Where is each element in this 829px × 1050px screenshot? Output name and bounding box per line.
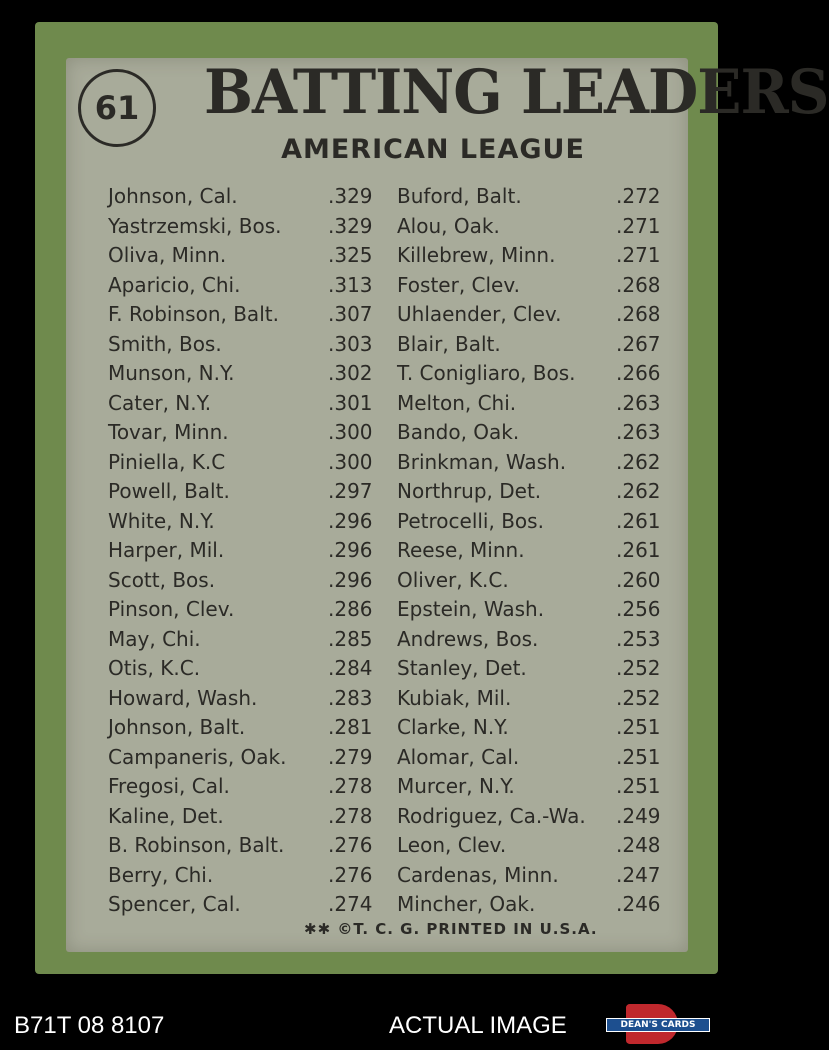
logo-text: DEAN'S CARDS [606,1018,710,1032]
player-name: Reese, Minn. [397,538,525,562]
player-name: White, N.Y. [108,508,215,533]
batting-average: .281 [328,715,373,739]
batting-average: .301 [328,390,373,415]
table-row [0,774,735,804]
card-title: BATTING LEADERS [204,56,829,128]
batting-average: .302 [328,361,373,385]
player-name: Yastrzemski, Bos. [108,213,282,238]
player-name: Powell, Balt. [108,479,230,503]
batting-average: .268 [616,302,661,326]
batting-average: .271 [616,213,661,238]
player-name: Buford, Balt. [397,184,522,208]
batting-average: .246 [616,892,661,916]
table-row [0,804,735,834]
batting-average: .267 [616,331,661,356]
table-row [0,538,735,568]
table-row [0,715,735,745]
table-row [0,450,735,480]
player-name: Northrup, Det. [397,479,542,503]
player-name: Aparicio, Chi. [108,272,241,297]
batting-average: .274 [328,892,373,916]
batting-average: .284 [328,656,373,680]
batting-average: .260 [616,567,661,592]
table-row [0,184,735,214]
table-row [0,597,735,627]
player-name: Scott, Bos. [108,567,216,592]
player-name: Oliver, K.C. [397,567,509,592]
deans-cards-logo [606,1004,710,1044]
player-name: Blair, Balt. [397,331,501,356]
batting-average: .276 [328,833,373,857]
player-name: Mincher, Oak. [397,892,536,916]
player-name: May, Chi. [108,626,201,651]
player-name: Murcer, N.Y. [397,774,515,798]
table-row [0,243,735,273]
player-name: Clarke, N.Y. [397,715,509,739]
batting-average: .285 [328,626,373,651]
batting-average: .263 [616,420,661,444]
batting-average: .262 [616,449,661,474]
player-name: Johnson, Balt. [108,715,246,739]
player-name: Pinson, Clev. [108,597,235,621]
batting-average: .251 [616,774,661,798]
batting-average: .278 [328,774,373,798]
player-name: Leon, Clev. [397,833,507,857]
table-row [0,302,735,332]
batting-average: .249 [616,803,661,828]
copyright-line: ✱✱ ©T. C. G. PRINTED IN U.S.A. [304,920,598,938]
table-row [0,863,735,893]
player-name: Oliva, Minn. [108,243,227,267]
batting-average: .271 [616,243,661,267]
batting-average: .253 [616,626,661,651]
player-name: Alomar, Cal. [397,744,520,769]
table-row [0,391,735,421]
player-name: Killebrew, Minn. [397,243,556,267]
batting-average: .300 [328,449,373,474]
player-name: Piniella, K.C [108,449,226,474]
batting-average: .261 [616,508,661,533]
player-name: T. Conigliaro, Bos. [397,361,576,385]
player-name: Howard, Wash. [108,685,258,710]
player-name: B. Robinson, Balt. [108,833,285,857]
player-name: Alou, Oak. [397,213,500,238]
table-row [0,273,735,303]
table-row [0,568,735,598]
table-row [0,656,735,686]
batting-average: .329 [328,213,373,238]
player-name: F. Robinson, Balt. [108,302,279,326]
player-name: Tovar, Minn. [108,420,229,444]
batting-average: .268 [616,272,661,297]
table-row [0,892,735,922]
table-row [0,361,735,391]
batting-average: .297 [328,479,373,503]
batting-average: .329 [328,184,373,208]
player-name: Foster, Clev. [397,272,520,297]
batting-average: .251 [616,715,661,739]
batting-average: .256 [616,597,661,621]
batting-average: .252 [616,685,661,710]
batting-average: .276 [328,862,373,887]
player-name: Bando, Oak. [397,420,520,444]
table-row [0,420,735,450]
player-name: Epstein, Wash. [397,597,545,621]
card-number: 61 [78,69,156,147]
table-row [0,745,735,775]
table-row [0,627,735,657]
batting-average: .266 [616,361,661,385]
player-name: Harper, Mil. [108,538,225,562]
batting-average: .300 [328,420,373,444]
player-name: Munson, N.Y. [108,361,235,385]
batting-average: .262 [616,479,661,503]
batting-average: .278 [328,803,373,828]
batting-average: .296 [328,538,373,562]
player-name: Brinkman, Wash. [397,449,567,474]
player-name: Kaline, Det. [108,803,224,828]
batting-average: .247 [616,862,661,887]
batting-average: .263 [616,390,661,415]
batting-average: .313 [328,272,373,297]
batting-average: .283 [328,685,373,710]
player-name: Kubiak, Mil. [397,685,512,710]
player-name: Campaneris, Oak. [108,744,287,769]
table-row [0,332,735,362]
batting-average: .296 [328,508,373,533]
batting-average: .286 [328,597,373,621]
batting-average: .248 [616,833,661,857]
card-subtitle: AMERICAN LEAGUE [281,134,585,165]
batting-average: .272 [616,184,661,208]
batting-average: .261 [616,538,661,562]
player-name: Rodriguez, Ca.-Wa. [397,803,586,828]
table-row [0,479,735,509]
batting-average: .303 [328,331,373,356]
player-name: Smith, Bos. [108,331,222,356]
batting-average: .279 [328,744,373,769]
player-name: Stanley, Det. [397,656,527,680]
batting-average: .251 [616,744,661,769]
actual-image-label: ACTUAL IMAGE [389,1012,567,1039]
batting-average: .252 [616,656,661,680]
player-name: Fregosi, Cal. [108,774,230,798]
card-id-label: B71T 08 8107 [14,1012,165,1039]
batting-average: .296 [328,567,373,592]
table-row [0,686,735,716]
player-name: Spencer, Cal. [108,892,241,916]
player-name: Petrocelli, Bos. [397,508,544,533]
table-row [0,509,735,539]
batting-average: .325 [328,243,373,267]
player-name: Cardenas, Minn. [397,862,559,887]
player-name: Johnson, Cal. [108,184,238,208]
player-name: Andrews, Bos. [397,626,539,651]
batting-average: .307 [328,302,373,326]
player-name: Melton, Chi. [397,390,517,415]
table-row [0,214,735,244]
player-name: Cater, N.Y. [108,390,212,415]
player-name: Uhlaender, Clev. [397,302,562,326]
table-row [0,833,735,863]
player-name: Otis, K.C. [108,656,201,680]
player-name: Berry, Chi. [108,862,214,887]
